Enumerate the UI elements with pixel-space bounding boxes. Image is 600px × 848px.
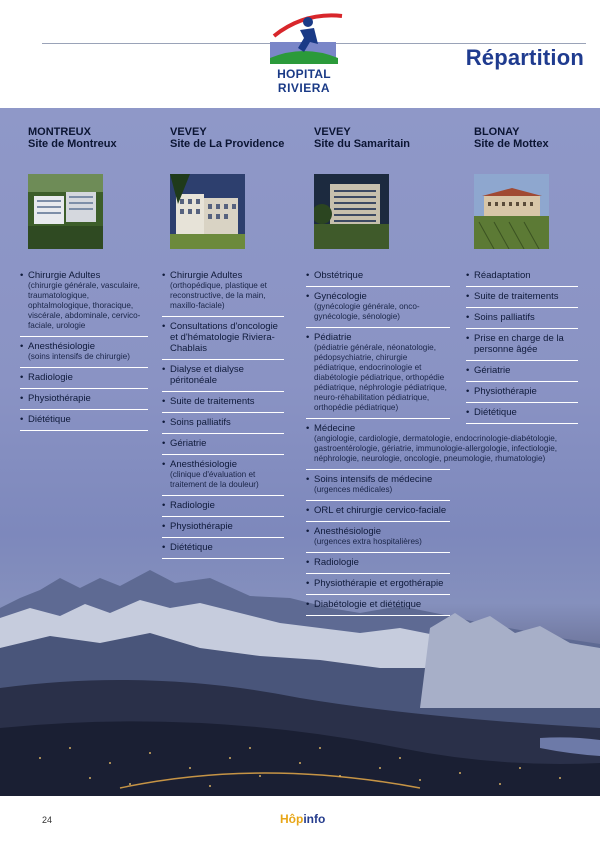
services-list-montreux	[20, 266, 148, 431]
list-item: • Chirurgie Adultes (orthopédique, plastique et reconstructive, de la main, maxillo-faciale)	[162, 266, 284, 317]
list-item: • Dialyse et dialyse péritonéale	[162, 360, 284, 392]
list-item: • Physiothérapie et ergothérapie	[306, 574, 450, 595]
list-item: • Anesthésiologie (soins intensifs de chirurgie)	[20, 337, 148, 368]
column-city: BLONAY	[474, 126, 520, 138]
site-photo-montreux	[28, 174, 103, 249]
logo-text-riviera: RIVIERA	[277, 81, 331, 95]
list-item: • Soins intensifs de médecine (urgences médicales)	[306, 469, 450, 501]
page-number: 24	[42, 815, 53, 825]
site-photo-mottex	[474, 174, 549, 249]
column-site: Site de Mottex	[474, 138, 549, 150]
column-montreux	[28, 126, 148, 150]
sites-panel	[0, 108, 600, 796]
list-item: • Obstétrique	[306, 266, 450, 287]
column-city: MONTREUX	[28, 126, 91, 138]
list-item: • Anesthésiologie (clinique d'évaluation et traitement de la douleur)	[162, 455, 284, 496]
column-providence	[170, 126, 300, 150]
list-item: • Réadaptation	[466, 266, 578, 287]
list-item: • Radiologie	[20, 368, 148, 389]
list-item: • Radiologie	[306, 553, 450, 574]
page-footer	[0, 796, 600, 848]
column-site: Site de La Providence	[170, 138, 285, 150]
list-item: • Consultations d'oncologie et d'hématologie Riviera-Chablais	[162, 317, 284, 360]
column-city: VEVEY	[170, 126, 207, 138]
column-samaritain	[314, 126, 454, 150]
logo-text-hopital: HOPITAL	[277, 67, 331, 81]
list-item: • Prise en charge de la personne âgée	[466, 329, 578, 361]
page-header	[0, 0, 600, 108]
site-photo-samaritain	[314, 174, 389, 249]
list-item: • Soins palliatifs	[466, 308, 578, 329]
list-item: • Soins palliatifs	[162, 413, 284, 434]
column-site: Site du Samaritain	[314, 138, 410, 150]
list-item: • Suite de traitements	[466, 287, 578, 308]
logo-emblem-icon	[264, 8, 344, 68]
column-site: Site de Montreux	[28, 138, 117, 150]
list-item: • Radiologie	[162, 496, 284, 517]
services-list-mottex	[466, 266, 578, 424]
list-item: • Chirurgie Adultes (chirurgie générale, vasculaire, traumatologique, ophtalmologique, thoracique, viscérale, abdominale, cervico-faciale, urologie	[20, 266, 148, 337]
list-item: • Gériatrie	[162, 434, 284, 455]
hospital-logo	[264, 8, 344, 98]
services-list-providence	[162, 266, 284, 559]
list-item: • Suite de traitements	[162, 392, 284, 413]
site-photo-providence	[170, 174, 245, 249]
list-item: • Gériatrie	[466, 361, 578, 382]
list-item: • Diabétologie et diététique	[306, 595, 450, 616]
column-mottex	[474, 126, 584, 150]
list-item: • Pédiatrie (pédiatrie générale, néonatologie, pédopsychiatrie, chirurgie pédiatrique, endocrinologie et diabétologie pédiatrique, orthopédie pédiatrique, néphrologie pédiatrique, neuro-réhabilitation pédiatrique, orthopédie pédiatrique)	[306, 328, 450, 419]
page-title: Répartition	[465, 45, 584, 70]
list-item: • ORL et chirurgie cervico-faciale	[306, 501, 450, 522]
list-item: • Gynécologie (gynécologie générale, onco-gynécologie, sénologie)	[306, 287, 450, 328]
list-item: • Médecine (angiologie, cardiologie, dermatologie, endocrinologie-diabétologie, gastroentérologie, gériatrie, immunologie-allergologie, infectiologie, néphrologie, neurologie, oncologie, pneumologie, rhumatologie)	[306, 419, 566, 469]
list-item: • Diététique	[466, 403, 578, 424]
hopinfo-logo: Hôpinfo	[280, 812, 326, 826]
list-item: • Physiothérapie	[466, 382, 578, 403]
list-item: • Physiothérapie	[162, 517, 284, 538]
column-city: VEVEY	[314, 126, 351, 138]
list-item: • Physiothérapie	[20, 389, 148, 410]
list-item: • Diététique	[20, 410, 148, 431]
list-item: • Anesthésiologie (urgences extra hospitalières)	[306, 522, 450, 553]
list-item: • Diététique	[162, 538, 284, 559]
